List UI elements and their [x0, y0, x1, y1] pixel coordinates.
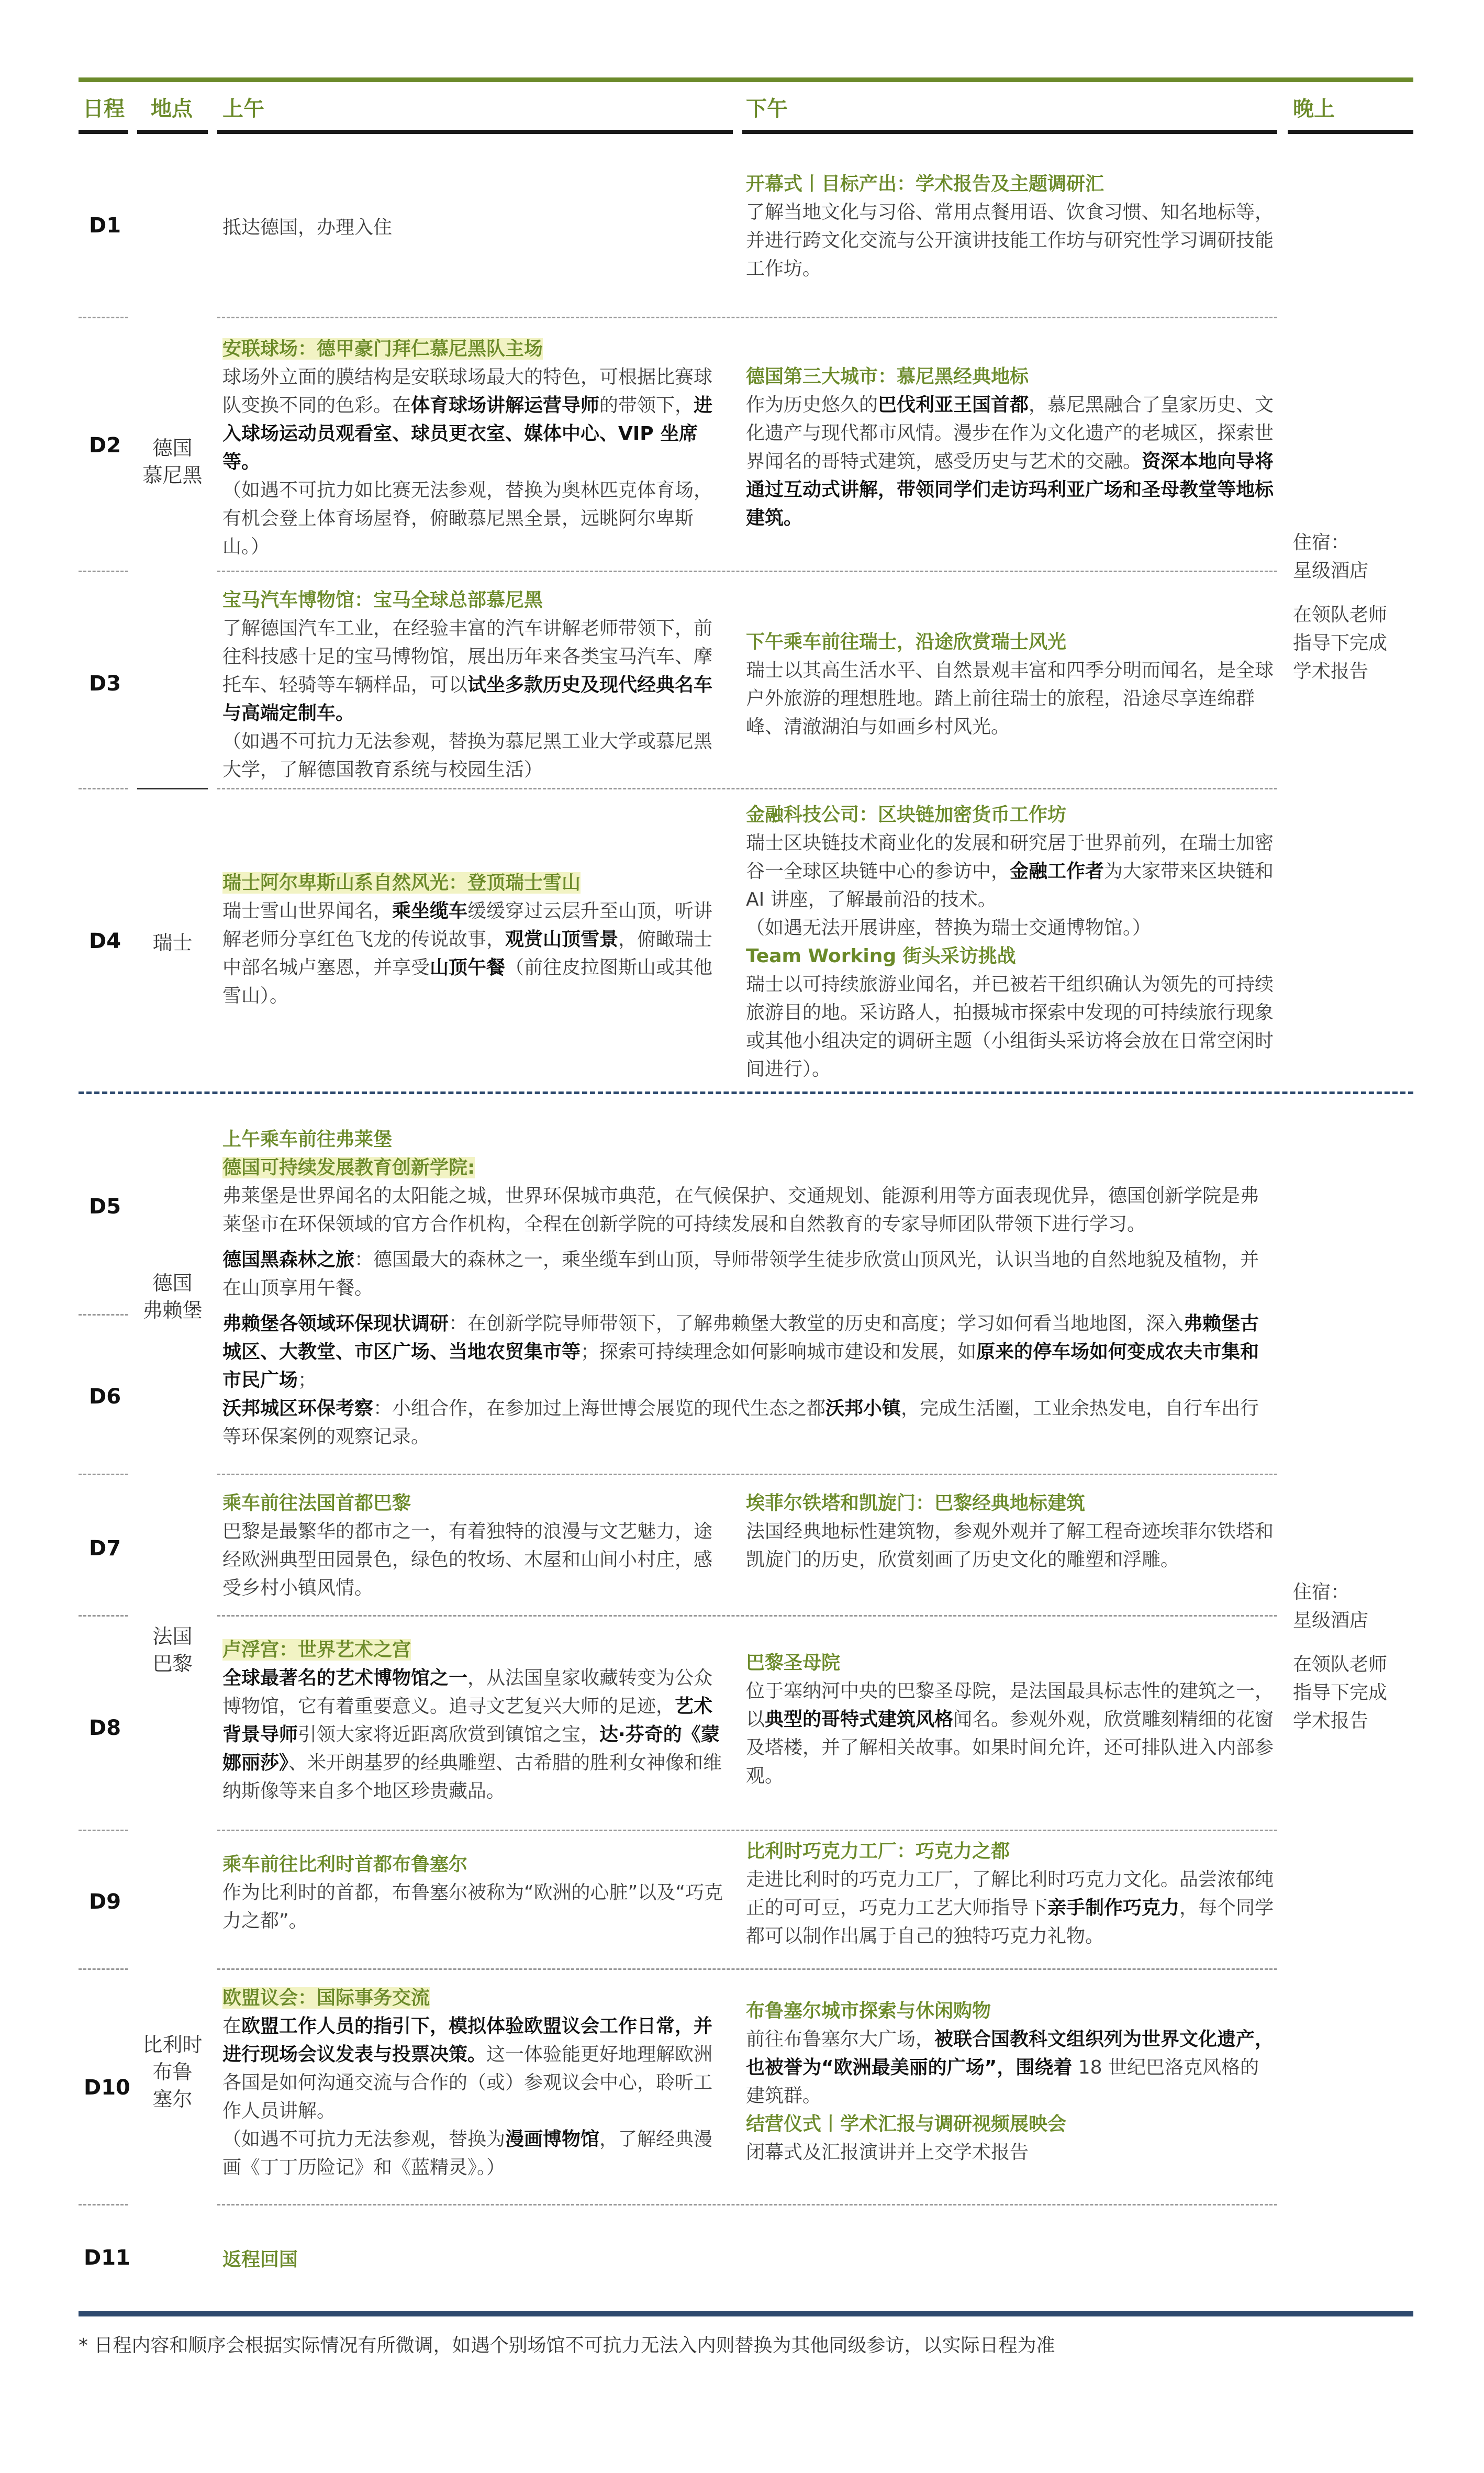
d11-am: 返程回国 — [222, 2249, 298, 2270]
d5-d6-content: 上午乘车前往弗莱堡 德国可持续发展教育创新学院: 弗莱堡是世界闻名的太阳能之城，世界环保城市典范，在气候保护、交通规划、能源利用等方面表现优异，德国创新学院是弗莱堡市在环保领域的官方合作机构，全程在创新学院的可持续发展和自然教育的专家导师团队带领下进行学习。 德国黑森林之旅：德国最大的森林之一，乘坐缆车到山顶，导师带领学生徒步欣赏山顶风光，认识当地的自然地貌及植物，并在山顶享用午餐。 弗赖堡各领域环保现状调研：在创新学院导师带领下，了解弗赖堡大教堂的历史和高度；学习如何看当地地图，深入弗赖堡古城区、大教堂、市区广场、当地农贸集市等；探索可持续理念如何影响城市建设和发展，如原来的停车场如何变成农夫市集和市民广场； 沃邦城区环保考察：小组合作，在参加过上海世博会展览的现代生态之都沃邦小镇，完成生活圈，工业余热发电，自行车出行等环保案例的观察记录。 — [222, 1129, 1259, 1447]
row-divider — [79, 1615, 128, 1617]
row-divider — [217, 788, 1277, 789]
day-label: D7 — [89, 1536, 121, 1561]
row-divider — [79, 1314, 128, 1316]
top-rule — [79, 77, 1413, 82]
row-divider — [79, 788, 128, 789]
header-am: 上午 — [222, 97, 264, 121]
d4-pm-title-2: Team Working 街头采访挑战 — [746, 945, 1016, 967]
d2-am-title: 安联球场：德甲豪门拜仁慕尼黑队主场 — [222, 338, 543, 360]
row-divider — [217, 317, 1277, 318]
d10-am: 欧盟议会：国际事务交流 在欧盟工作人员的指引下，模拟体验欧盟议会工作日常，并进行现场会议发表与投票决策。这一体验能更好地理解欧洲各国是如何沟通交流与合作的（或）参观议会中心，聆听工作人员讲解。 （如遇不可抗力无法参观，替换为漫画博物馆，了解经典漫画《丁丁历险记》和《蓝精灵》。） — [222, 1987, 713, 2178]
d1-pm-title: 开幕式丨目标产出：学术报告及主题调研汇 — [746, 173, 1104, 195]
bottom-rule — [79, 2311, 1413, 2316]
header-night: 晚上 — [1293, 97, 1335, 121]
d9-pm: 比利时巧克力工厂：巧克力之都 走进比利时的巧克力工厂，了解比利时巧克力文化。品尝浓郁纯正的可可豆，巧克力工艺大师指导下亲手制作巧克力，每个同学都可以制作出属于自己的独特巧克力礼物。 — [746, 1841, 1274, 1947]
d3-pm-title: 下午乘车前往瑞士，沿途欣赏瑞士风光 — [746, 631, 1067, 653]
d8-am: 卢浮宫：世界艺术之宫 全球最著名的艺术博物馆之一，从法国皇家收藏转变为公众博物馆，它有着重要意义。追寻文艺复兴大师的足迹，艺术背景导师引领大家将近距离欣赏到镇馆之宝，达·芬奇的《蒙娜丽莎》、米开朗基罗的经典雕塑、古希腊的胜利女神像和维纳斯像等来自多个地区珍贵藏品。 — [222, 1639, 722, 1802]
header-rule — [742, 130, 1277, 134]
row-divider — [217, 1474, 1277, 1475]
row-divider — [217, 1615, 1277, 1617]
header-rule — [1288, 130, 1413, 134]
place-freiburg: 德国 弗赖堡 — [142, 1272, 203, 1322]
d4-pm-title-1: 金融科技公司：区块链加密货币工作坊 — [746, 804, 1067, 826]
d3-am-title: 宝马汽车博物馆：宝马全球总部慕尼黑 — [222, 589, 543, 611]
d1-pm: 开幕式丨目标产出：学术报告及主题调研汇 了解当地文化与习俗、常用点餐用语、饮食习惯、知名地标等，并进行跨文化交流与公开演讲技能工作坊与研究性学习调研技能工作坊。 — [746, 170, 1275, 283]
day-label: D5 — [89, 1195, 121, 1219]
row-divider — [137, 788, 208, 789]
night-note-1: 住宿： 星级酒店 在领队老师 指导下完成 学术报告 — [1293, 532, 1388, 682]
d4-pm: 金融科技公司：区块链加密货币工作坊 瑞士区块链技术商业化的发展和研究居于世界前列，在瑞士加密谷一全球区块链中心的参访中，金融工作者为大家带来区块链和 AI 讲座，了解最前沿的技术。 （如遇无法开展讲座，替换为瑞士交通博物馆。） Team Working 街头采访挑战 瑞士以可持续旅游业闻名，并已被若干组织确认为领先的可持续旅游目的地。采访路人，拍摄城市探索中发现的可持续旅行现象或其他小组决定的调研主题（小组街头采访将会放在日常空闲时间进行）。 — [746, 801, 1275, 1084]
place-munich: 德国 慕尼黑 — [142, 437, 203, 487]
day-label: D8 — [89, 1716, 121, 1740]
d3-am: 宝马汽车博物馆：宝马全球总部慕尼黑 了解德国汽车工业，在经验丰富的汽车讲解老师带领下，前往科技感十足的宝马博物馆，展出历年来各类宝马汽车、摩托车、轻骑等车辆样品，可以试坐多款历史及现代经典名车与高端定制车。 （如遇不可抗力无法参观，替换为慕尼黑工业大学或慕尼黑大学，了解德国教育系统与校园生活） — [222, 586, 730, 784]
day-label: D2 — [89, 433, 121, 458]
header-rule — [217, 130, 733, 134]
footnote: * 日程内容和顺序会根据实际情况有所微调，如遇个别场馆不可抗力无法入内则替换为其他同级参访，以实际日程为准 — [79, 2335, 1055, 2356]
d10-pm: 布鲁塞尔城市探索与休闲购物 前往布鲁塞尔大广场，被联合国教科文组织列为世界文化遗产，也被誉为“欧洲最美丽的广场”，围绕着 18 世纪巴洛克风格的建筑群。 结营仪式丨学术汇报与调研视频展映会 闭幕式及汇报演讲并上交学术报告 — [746, 2000, 1274, 2163]
day-label: D9 — [89, 1890, 121, 1914]
d1-am: 抵达德国，办理入住 — [222, 217, 393, 238]
row-divider — [79, 2204, 128, 2205]
day-label: D10 — [84, 2076, 130, 2100]
d4-am-title: 瑞士阿尔卑斯山系自然风光：登顶瑞士雪山 — [222, 872, 581, 894]
header-pm: 下午 — [746, 97, 788, 121]
day-label: D11 — [84, 2246, 130, 2270]
place-paris: 法国 巴黎 — [152, 1625, 193, 1675]
row-divider — [217, 1968, 1277, 1970]
d9-am: 乘车前往比利时首都布鲁塞尔 作为比利时的首都，布鲁塞尔被称为“欧洲的心脏”以及“巧克力之都”。 — [222, 1854, 723, 1932]
row-divider — [217, 2204, 1277, 2205]
d3-pm: 下午乘车前往瑞士，沿途欣赏瑞士风光 瑞士以其高生活水平、自然景观丰富和四季分明而闻名，是全球户外旅游的理想胜地。踏上前往瑞士的旅程，沿途尽享连绵群峰、清澈湖泊与如画乡村风光。 — [746, 628, 1275, 741]
night-note-2: 住宿： 星级酒店 在领队老师 指导下完成 学术报告 — [1293, 1581, 1388, 1732]
day-label: D6 — [89, 1385, 121, 1409]
header-rule — [137, 130, 208, 134]
day-label: D1 — [89, 214, 121, 238]
header-place: 地点 — [151, 97, 193, 121]
header-day: 日程 — [83, 97, 125, 121]
row-divider — [79, 1830, 128, 1831]
day-label: D3 — [89, 672, 121, 696]
row-divider — [79, 571, 128, 572]
d8-pm: 巴黎圣母院 位于塞纳河中央的巴黎圣母院，是法国最具标志性的建筑之一，以典型的哥特式建筑风格闻名。参观外观，欣赏雕刻精细的花窗及塔楼，并了解相关故事。如果时间允许，还可排队进入内部参观。 — [746, 1652, 1274, 1787]
d2-pm: 德国第三大城市：慕尼黑经典地标 作为历史悠久的巴伐利亚王国首都，慕尼黑融合了皇家历史、文化遗产与现代都市风情。漫步在作为文化遗产的老城区，探索世界闻名的哥特式建筑，感受历史与艺术的交融。资深本地向导将通过互动式讲解，带领同学们走访玛利亚广场和圣母教堂等地标建筑。 — [746, 363, 1275, 532]
d4-am: 瑞士阿尔卑斯山系自然风光：登顶瑞士雪山 瑞士雪山世界闻名，乘坐缆车缓缓穿过云层升至山顶，听讲解老师分享红色飞龙的传说故事，观赏山顶雪景，俯瞰瑞士中部名城卢塞恩，并享受山顶午餐（前往皮拉图斯山或其他雪山）。 — [222, 872, 713, 1007]
d7-am: 乘车前往法国首都巴黎 巴黎是最繁华的都市之一，有着独特的浪漫与文艺魅力，途经欧洲典型田园景色，绿色的牧场、木屋和山间小村庄，感受乡村小镇风情。 — [222, 1492, 713, 1599]
d7-pm: 埃菲尔铁塔和凯旋门：巴黎经典地标建筑 法国经典地标性建筑物，参观外观并了解工程奇迹埃菲尔铁塔和凯旋门的历史，欣赏刻画了历史文化的雕塑和浮雕。 — [746, 1492, 1274, 1570]
row-divider — [79, 1474, 128, 1475]
row-divider — [79, 317, 128, 318]
d2-pm-title: 德国第三大城市：慕尼黑经典地标 — [746, 366, 1029, 387]
place-brussels: 比利时 布鲁 塞尔 — [142, 2033, 203, 2111]
day-label: D4 — [89, 929, 121, 953]
header-rule — [79, 130, 128, 134]
row-divider — [79, 1968, 128, 1970]
row-divider — [217, 1830, 1277, 1831]
place-swiss: 瑞士 — [152, 931, 193, 954]
section-divider — [79, 1091, 1413, 1094]
row-divider — [217, 571, 1277, 572]
d2-am: 安联球场：德甲豪门拜仁慕尼黑队主场 球场外立面的膜结构是安联球场最大的特色，可根据比赛球队变换不同的色彩。在体育球场讲解运营导师的带领下，进入球场运动员观看室、球员更衣室、媒体中心、VIP 坐席等。 （如遇不可抗力如比赛无法参观，替换为奥林匹克体育场，有机会登上体育场屋脊，俯瞰慕尼黑全景，远眺阿尔卑斯山。） — [222, 338, 713, 558]
